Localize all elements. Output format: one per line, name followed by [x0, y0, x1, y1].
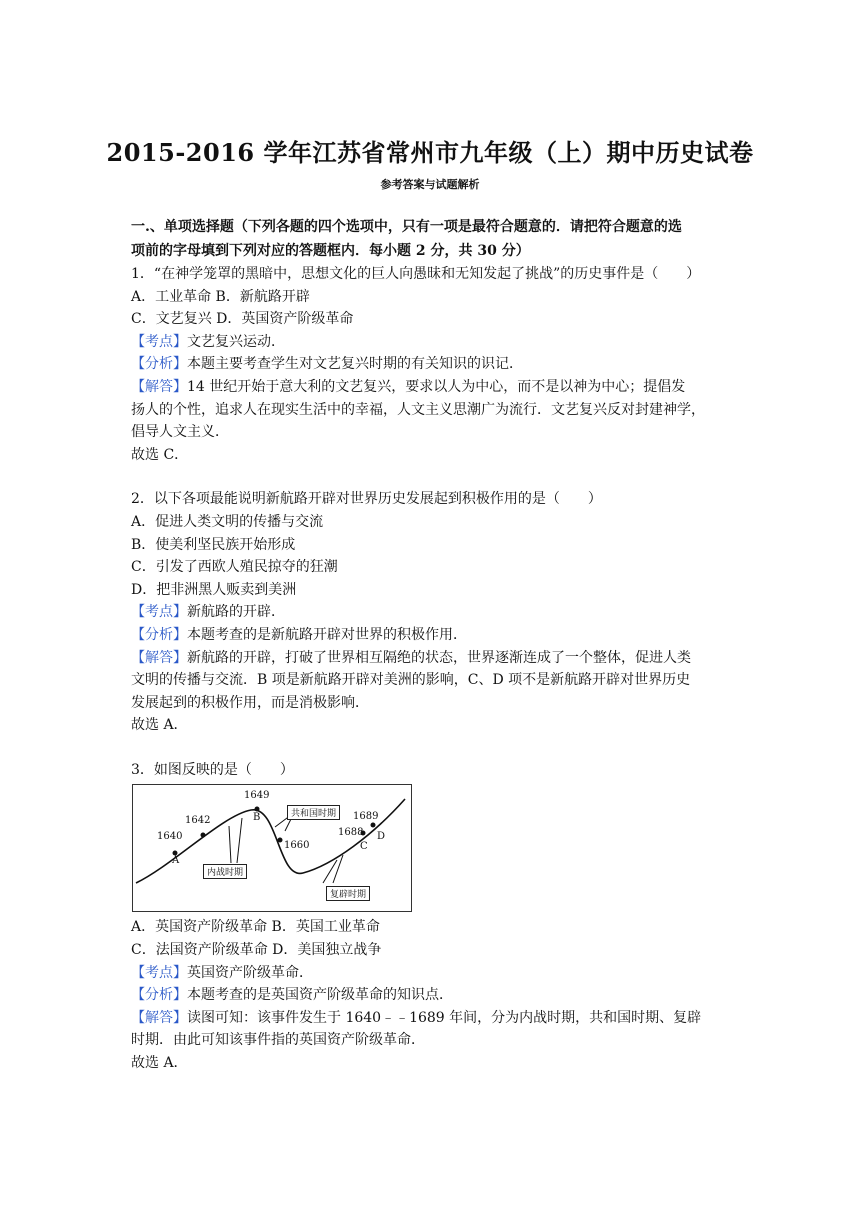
period-box: 共和国时期: [287, 805, 340, 820]
option-c: C．引发了西欧人殖民掠夺的狂潮: [131, 559, 338, 576]
option-b: B．使美利坚民族开始形成: [131, 536, 296, 553]
kaodian-label: 【考点】: [131, 964, 187, 981]
jieda-row: [131, 647, 731, 670]
jieda-text: 新航路的开辟，打破了世界相互隔绝的状态，世界逐渐连成了一个整体，促进人类: [187, 649, 691, 666]
kaodian-text: 文艺复兴运动．: [187, 333, 285, 350]
question-stem: 3．如图反映的是（ ）: [131, 761, 294, 778]
jieda-text: 读图可知：该事件发生于 1640﹣﹣1689 年间，分为内战时期，共和国时期、复辟: [187, 1009, 702, 1026]
fenxi-row: [131, 624, 731, 647]
fenxi-row: [131, 353, 731, 376]
kaodian-text: 英国资产阶级革命．: [187, 964, 313, 981]
option-a: A．促进人类文明的传播与交流: [131, 513, 324, 530]
kaodian-row: [131, 601, 731, 624]
point-letter: A: [172, 855, 180, 867]
jieda-label: 【解答】: [131, 1009, 187, 1026]
jieda-row: [131, 1007, 731, 1030]
period-box: 内战时期: [203, 864, 247, 879]
year-label: 1660: [284, 840, 310, 852]
page-title: 2015-2016 学年江苏省常州市九年级（上）期中历史试卷: [106, 138, 754, 167]
fenxi-label: 【分析】: [131, 626, 187, 643]
kaodian-row: [131, 331, 731, 354]
kaodian-text: 新航路的开辟．: [187, 604, 285, 621]
year-label: 1640: [157, 831, 183, 843]
point-letter: D: [377, 831, 386, 843]
jieda-text: 14 世纪开始于意大利的文艺复兴，要求以人为中心，而不是以神为中心；提倡发: [187, 378, 686, 395]
kaodian-row: [131, 962, 731, 985]
fenxi-label: 【分析】: [131, 987, 187, 1004]
page-subtitle: 参考答案与试题解析: [380, 178, 480, 191]
answer-text: 故选 A．: [131, 717, 188, 734]
answer-text: 故选 A．: [131, 1055, 188, 1072]
jieda-text-cont: 扬人的个性，追求人在现实生活中的幸福，人文主义思潮广为流行．文艺复兴反对封建神学，: [131, 401, 705, 418]
question-options: A．工业革命 B．新航路开辟: [131, 288, 310, 305]
question-options: A．英国资产阶级革命 B．英国工业革命: [131, 919, 380, 936]
fenxi-row: [131, 984, 731, 1007]
year-label: 1688: [338, 827, 364, 839]
question-3: [131, 759, 731, 1075]
kaodian-label: 【考点】: [131, 333, 187, 350]
jieda-text-cont: 倡导人文主义．: [131, 424, 229, 441]
fenxi-text: 本题考查的是新航路开辟对世界的积极作用．: [187, 626, 467, 643]
jieda-text-cont: 发展起到的积极作用，而是消极影响．: [131, 694, 369, 711]
revolution-timeline-figure: [132, 784, 412, 912]
jieda-text-cont: 时期．由此可知该事件指的英国资产阶级革命．: [131, 1032, 425, 1049]
period-box: 复辟时期: [326, 886, 370, 901]
question-2: [131, 488, 731, 737]
question-options: C．法国资产阶级革命 D．美国独立战争: [131, 942, 382, 959]
question-options: C．文艺复兴 D．英国资产阶级革命: [131, 311, 354, 328]
point-letter: C: [360, 841, 368, 853]
point-letter: B: [253, 812, 261, 824]
fenxi-label: 【分析】: [131, 356, 187, 373]
section-heading: 一.、单项选择题（下列各题的四个选项中，只有一项是最符合题意的．请把符合题意的选: [131, 219, 682, 235]
question-stem: 2．以下各项最能说明新航路开辟对世界历史发展起到积极作用的是（ ）: [131, 491, 602, 508]
jieda-text-cont: 文明的传播与交流．B 项是新航路开辟对美洲的影响，C、D 项不是新航路开辟对世界历史: [131, 672, 691, 689]
kaodian-label: 【考点】: [131, 604, 187, 621]
year-label: 1642: [185, 815, 211, 827]
jieda-row: [131, 376, 731, 399]
fenxi-text: 本题考查的是英国资产阶级革命的知识点．: [187, 987, 453, 1004]
jieda-label: 【解答】: [131, 649, 187, 666]
question-1: [131, 263, 731, 466]
answer-text: 故选 C．: [131, 446, 189, 463]
section-heading-cont: 项前的字母填到下列对应的答题框内．每小题 2 分，共 30 分）: [131, 243, 530, 259]
year-label: 1649: [244, 790, 270, 802]
document-body: [131, 215, 731, 1075]
question-stem: 1．“在神学笼罩的黑暗中，思想文化的巨人向愚昧和无知发起了挑战”的历史事件是（ ）: [131, 266, 701, 282]
option-d: D．把非洲黑人贩卖到美洲: [131, 581, 297, 598]
fenxi-text: 本题主要考查学生对文艺复兴时期的有关知识的识记．: [187, 356, 523, 373]
year-label: 1689: [353, 811, 379, 823]
jieda-label: 【解答】: [131, 378, 187, 395]
